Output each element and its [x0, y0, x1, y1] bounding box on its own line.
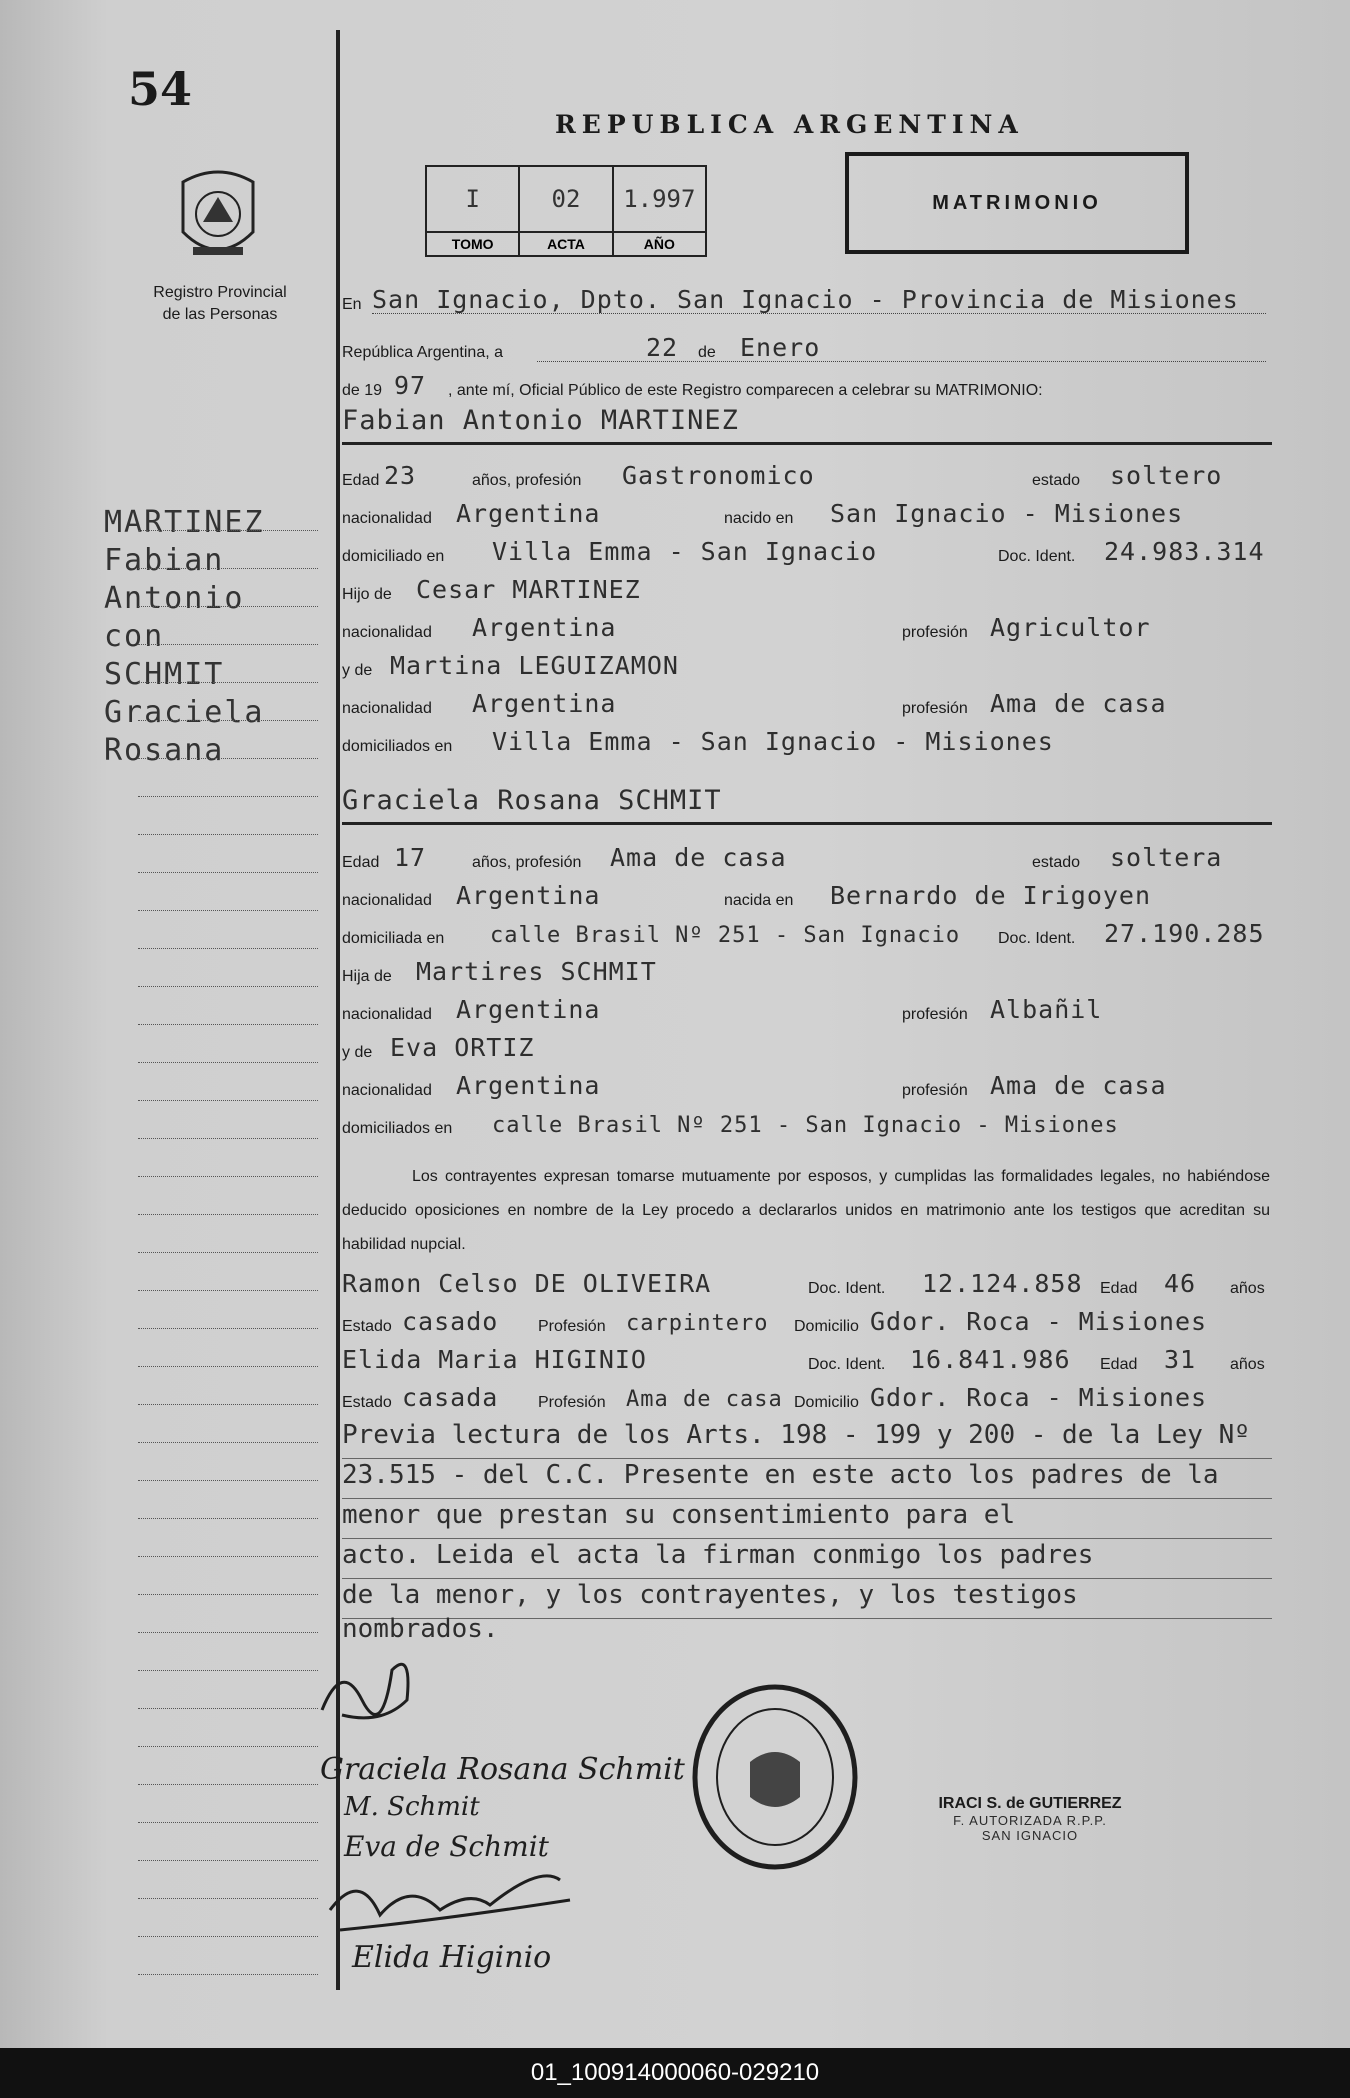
- margin-rule: [138, 986, 318, 987]
- witness-1-age: 46: [1164, 1269, 1197, 1298]
- observation-line: acto. Leida el acta la firman conmigo los padres: [342, 1540, 1272, 1579]
- label: profesión: [902, 700, 968, 717]
- label: domiciliados en: [342, 1120, 453, 1137]
- label: de: [698, 344, 716, 361]
- label: domiciliada en: [342, 930, 445, 947]
- observation-line: 23.515 - del C.C. Presente en este acto los padres de la: [342, 1460, 1272, 1499]
- signature-scribble-icon: [312, 1640, 442, 1730]
- margin-rule: [138, 1898, 318, 1899]
- bride-domicile: calle Brasil Nº 251 - San Ignacio: [490, 923, 961, 948]
- registry-line-2: de las Personas: [162, 306, 278, 323]
- bride-born-in: Bernardo de Irigoyen: [830, 881, 1152, 910]
- margin-rule: [138, 796, 318, 797]
- acta-value: 02: [551, 185, 581, 213]
- groom-mother-nat-row: [342, 686, 1266, 722]
- margin-rule: [138, 606, 318, 607]
- declaration-text: Los contrayentes expresan tomarse mutuamente por esposos, y cumplidas las formalidades legales, no habiéndose deducido oposiciones en nombre de la Ley procedo a declararlos unidos en matrimonio ante los testigos que acreditan su habilidad nupcial.: [342, 1168, 1270, 1253]
- margin-rule: [138, 568, 318, 569]
- label: Estado: [342, 1318, 392, 1335]
- margin-rule: [138, 1518, 318, 1519]
- groom-doc: 24.983.314: [1104, 537, 1265, 566]
- tomo-value: I: [465, 185, 480, 213]
- groom-father: Cesar MARTINEZ: [416, 575, 641, 604]
- label: estado: [1032, 854, 1081, 871]
- folio-number: 54: [128, 62, 193, 116]
- witness-2-row: [342, 1342, 1266, 1378]
- groom-father-row: [342, 572, 1266, 608]
- label: Edad: [1100, 1280, 1138, 1297]
- margin-rule: [138, 1746, 318, 1747]
- separator: [342, 822, 1272, 825]
- label: y de: [342, 1044, 373, 1061]
- label: años: [1230, 1356, 1265, 1373]
- observation-line: menor que prestan su consentimiento para el: [342, 1500, 1272, 1539]
- margin-rule: [138, 1670, 318, 1671]
- bride-father: Martires SCHMIT: [416, 957, 657, 986]
- margin-rule: [138, 1100, 318, 1101]
- margin-rule: [138, 1366, 318, 1367]
- label: domiciliados en: [342, 738, 453, 755]
- witness-2-detail-row: [342, 1380, 1266, 1416]
- margin-rule: [138, 530, 318, 531]
- label: profesión: [902, 1082, 968, 1099]
- bride-parents-dom-row: [342, 1106, 1266, 1142]
- label: nacionalidad: [342, 892, 432, 909]
- witness-2-doc: 16.841.986: [910, 1345, 1071, 1374]
- margin-rule: [138, 1974, 318, 1975]
- label: En: [342, 296, 362, 313]
- groom-age-row: [342, 458, 1266, 494]
- bride-nat-row: [342, 878, 1266, 914]
- label: Doc. Ident.: [998, 930, 1076, 947]
- label: Profesión: [538, 1394, 606, 1411]
- margin-rule: [138, 1480, 318, 1481]
- label: estado: [1032, 472, 1081, 489]
- dotted-line: [537, 361, 1266, 362]
- groom-nat-row: [342, 496, 1266, 532]
- margin-rule: [138, 720, 318, 721]
- margin-rule: [138, 1822, 318, 1823]
- signature-father: M. Schmit: [344, 1792, 480, 1822]
- label: República Argentina, a: [342, 344, 503, 361]
- witness-2-domicile: Gdor. Roca - Misiones: [870, 1383, 1208, 1412]
- margin-rule: [138, 1594, 318, 1595]
- separator: [342, 442, 1272, 445]
- bride-parents-dom: calle Brasil Nº 251 - San Ignacio - Misiones: [492, 1113, 1119, 1138]
- margin-rule: [138, 1708, 318, 1709]
- margin-name-line: Graciela: [104, 695, 265, 730]
- margin-name-line: Fabian: [104, 543, 225, 578]
- margin-rule: [138, 910, 318, 911]
- margin-rule: [138, 682, 318, 683]
- groom-age: 23: [384, 461, 417, 490]
- ano-value: 1.997: [623, 185, 696, 213]
- margin-rule: [138, 1138, 318, 1139]
- margin-rule: [138, 1328, 318, 1329]
- bride-doc: 27.190.285: [1104, 919, 1265, 948]
- margin-name-line: MARTINEZ: [104, 505, 265, 540]
- margin-rule: [138, 1936, 318, 1937]
- bride-mother-prof: Ama de casa: [990, 1071, 1167, 1100]
- place-value: San Ignacio, Dpto. San Ignacio - Provincia de Misiones: [372, 285, 1239, 314]
- intro-year-row: [342, 368, 1266, 404]
- groom-name: Fabian Antonio MARTINEZ: [342, 405, 739, 436]
- witness-2-name: Elida Maria HIGINIO: [342, 1345, 647, 1374]
- month-value: Enero: [740, 333, 821, 362]
- official-signature-block: [900, 1795, 1160, 1843]
- margin-rule: [138, 834, 318, 835]
- groom-name-row: [342, 404, 1266, 440]
- label: años, profesión: [472, 472, 582, 489]
- groom-born-in: San Ignacio - Misiones: [830, 499, 1184, 528]
- bride-mother-nat-row: [342, 1068, 1266, 1104]
- bride-age: 17: [394, 843, 427, 872]
- bride-father-prof: Albañil: [990, 995, 1103, 1024]
- label: de 19: [342, 382, 383, 399]
- bride-father-row: [342, 954, 1266, 990]
- label: Profesión: [538, 1318, 606, 1335]
- province-seal-icon: [168, 162, 268, 272]
- declaration-paragraph: [342, 1160, 1270, 1262]
- margin-rule: [138, 1442, 318, 1443]
- observation-line: Previa lectura de los Arts. 198 - 199 y 200 - de la Ley Nº: [342, 1420, 1272, 1459]
- bride-mother: Eva ORTIZ: [390, 1033, 535, 1062]
- label: años, profesión: [472, 854, 582, 871]
- label: Doc. Ident.: [998, 548, 1076, 565]
- bride-status: soltera: [1110, 843, 1223, 872]
- groom-dom-row: [342, 534, 1266, 570]
- bride-age-row: [342, 840, 1266, 876]
- witness-2-profession: Ama de casa: [626, 1387, 783, 1412]
- witness-2-age: 31: [1164, 1345, 1197, 1374]
- signature-witness: Elida Higinio: [352, 1940, 552, 1975]
- tomo-acta-box: [425, 165, 707, 257]
- groom-mother: Martina LEGUIZAMON: [390, 651, 679, 680]
- witness-1-name: Ramon Celso DE OLIVEIRA: [342, 1269, 712, 1298]
- groom-parents-dom: Villa Emma - San Ignacio - Misiones: [492, 727, 1054, 756]
- bride-mother-row: [342, 1030, 1266, 1066]
- label: profesión: [902, 1006, 968, 1023]
- margin-name-line: con: [104, 619, 165, 654]
- label: Edad: [1100, 1356, 1138, 1373]
- witness-1-profession: carpintero: [626, 1311, 769, 1336]
- label: profesión: [902, 624, 968, 641]
- tomo-label: TOMO: [427, 231, 518, 255]
- bride-mother-nat: Argentina: [456, 1071, 601, 1100]
- signature-bride: Graciela Rosana Schmit: [320, 1752, 685, 1787]
- registry-line-1: Registro Provincial: [153, 284, 287, 301]
- groom-mother-nat: Argentina: [472, 689, 617, 718]
- bride-nationality: Argentina: [456, 881, 601, 910]
- intro-date-row: [342, 330, 1266, 366]
- label: domiciliado en: [342, 548, 445, 565]
- label: Doc. Ident.: [808, 1356, 886, 1373]
- day-value: 22: [646, 333, 679, 362]
- official-name: IRACI S. de GUTIERREZ: [938, 1795, 1122, 1812]
- margin-rule: [138, 1024, 318, 1025]
- groom-father-nat-row: [342, 610, 1266, 646]
- label: Hijo de: [342, 586, 392, 603]
- signature-scribble-icon: [320, 1860, 580, 1940]
- groom-parents-dom-row: [342, 724, 1266, 760]
- label: Doc. Ident.: [808, 1280, 886, 1297]
- label: Hija de: [342, 968, 392, 985]
- bride-dom-row: [342, 916, 1266, 952]
- bride-father-nat-row: [342, 992, 1266, 1028]
- margin-rule: [138, 1062, 318, 1063]
- margin-name-line: SCHMIT: [104, 657, 225, 692]
- label: Estado: [342, 1394, 392, 1411]
- official-stamp-icon: [690, 1682, 860, 1872]
- groom-profession: Gastronomico: [622, 461, 815, 490]
- margin-rule: [138, 1176, 318, 1177]
- label: nacido en: [724, 510, 794, 527]
- witness-1-domicile: Gdor. Roca - Misiones: [870, 1307, 1208, 1336]
- margin-rule: [138, 644, 318, 645]
- observation-line: nombrados.: [342, 1614, 499, 1644]
- label: nacionalidad: [342, 700, 432, 717]
- margin-rule: [138, 1556, 318, 1557]
- margin-name-line: Antonio: [104, 581, 245, 616]
- witness-1-doc: 12.124.858: [922, 1269, 1083, 1298]
- signature-mother: Eva de Schmit: [344, 1830, 549, 1863]
- groom-mother-prof: Ama de casa: [990, 689, 1167, 718]
- label: Domicilio: [794, 1394, 859, 1411]
- registry-name: [120, 282, 320, 326]
- ano-label: AÑO: [614, 231, 705, 255]
- label: Domicilio: [794, 1318, 859, 1335]
- bride-name-row: [342, 784, 1266, 820]
- dotted-line: [372, 313, 1266, 314]
- acta-cell: [520, 167, 613, 255]
- margin-rule: [138, 1252, 318, 1253]
- bride-profession: Ama de casa: [610, 843, 787, 872]
- image-id-footer: 01_100914000060-029210: [0, 2048, 1350, 2098]
- tomo-cell: [427, 167, 520, 255]
- label: y de: [342, 662, 373, 679]
- ano-cell: [614, 167, 705, 255]
- acta-label: ACTA: [520, 231, 611, 255]
- official-office: SAN IGNACIO: [981, 1828, 1079, 1843]
- page-title: REPUBLICA ARGENTINA: [555, 110, 1024, 139]
- label: Edad: [342, 472, 380, 489]
- observation-line: de la menor, y los contrayentes, y los testigos: [342, 1580, 1272, 1619]
- act-type-box: MATRIMONIO: [845, 152, 1189, 254]
- label: nacionalidad: [342, 510, 432, 527]
- label: nacida en: [724, 892, 794, 909]
- margin-rule: [138, 1632, 318, 1633]
- margin-rule: [138, 1404, 318, 1405]
- label: nacionalidad: [342, 624, 432, 641]
- groom-father-prof: Agricultor: [990, 613, 1151, 642]
- label: nacionalidad: [342, 1006, 432, 1023]
- year-value: 97: [394, 371, 427, 400]
- label: años: [1230, 1280, 1265, 1297]
- witness-1-detail-row: [342, 1304, 1266, 1340]
- margin-rule: [138, 1860, 318, 1861]
- official-role: F. AUTORIZADA R.P.P.: [953, 1813, 1107, 1828]
- margin-rule: [138, 1290, 318, 1291]
- margin-rule: [138, 1214, 318, 1215]
- bride-name: Graciela Rosana SCHMIT: [342, 785, 722, 816]
- margin-rule: [138, 948, 318, 949]
- intro-tail: , ante mí, Oficial Público de este Registro comparecen a celebrar su MATRIMONIO:: [448, 382, 1043, 399]
- witness-1-row: [342, 1266, 1266, 1302]
- groom-father-nat: Argentina: [472, 613, 617, 642]
- bride-father-nat: Argentina: [456, 995, 601, 1024]
- margin-rule: [138, 758, 318, 759]
- groom-mother-row: [342, 648, 1266, 684]
- groom-domicile: Villa Emma - San Ignacio: [492, 537, 878, 566]
- witness-1-status: casado: [402, 1307, 499, 1336]
- margin-name-line: Rosana: [104, 733, 225, 768]
- groom-status: soltero: [1110, 461, 1223, 490]
- witness-2-status: casada: [402, 1383, 499, 1412]
- margin-rule: [138, 1784, 318, 1785]
- label: nacionalidad: [342, 1082, 432, 1099]
- intro-place-row: [342, 282, 1266, 318]
- label: Edad: [342, 854, 380, 871]
- groom-nationality: Argentina: [456, 499, 601, 528]
- margin-rule: [138, 872, 318, 873]
